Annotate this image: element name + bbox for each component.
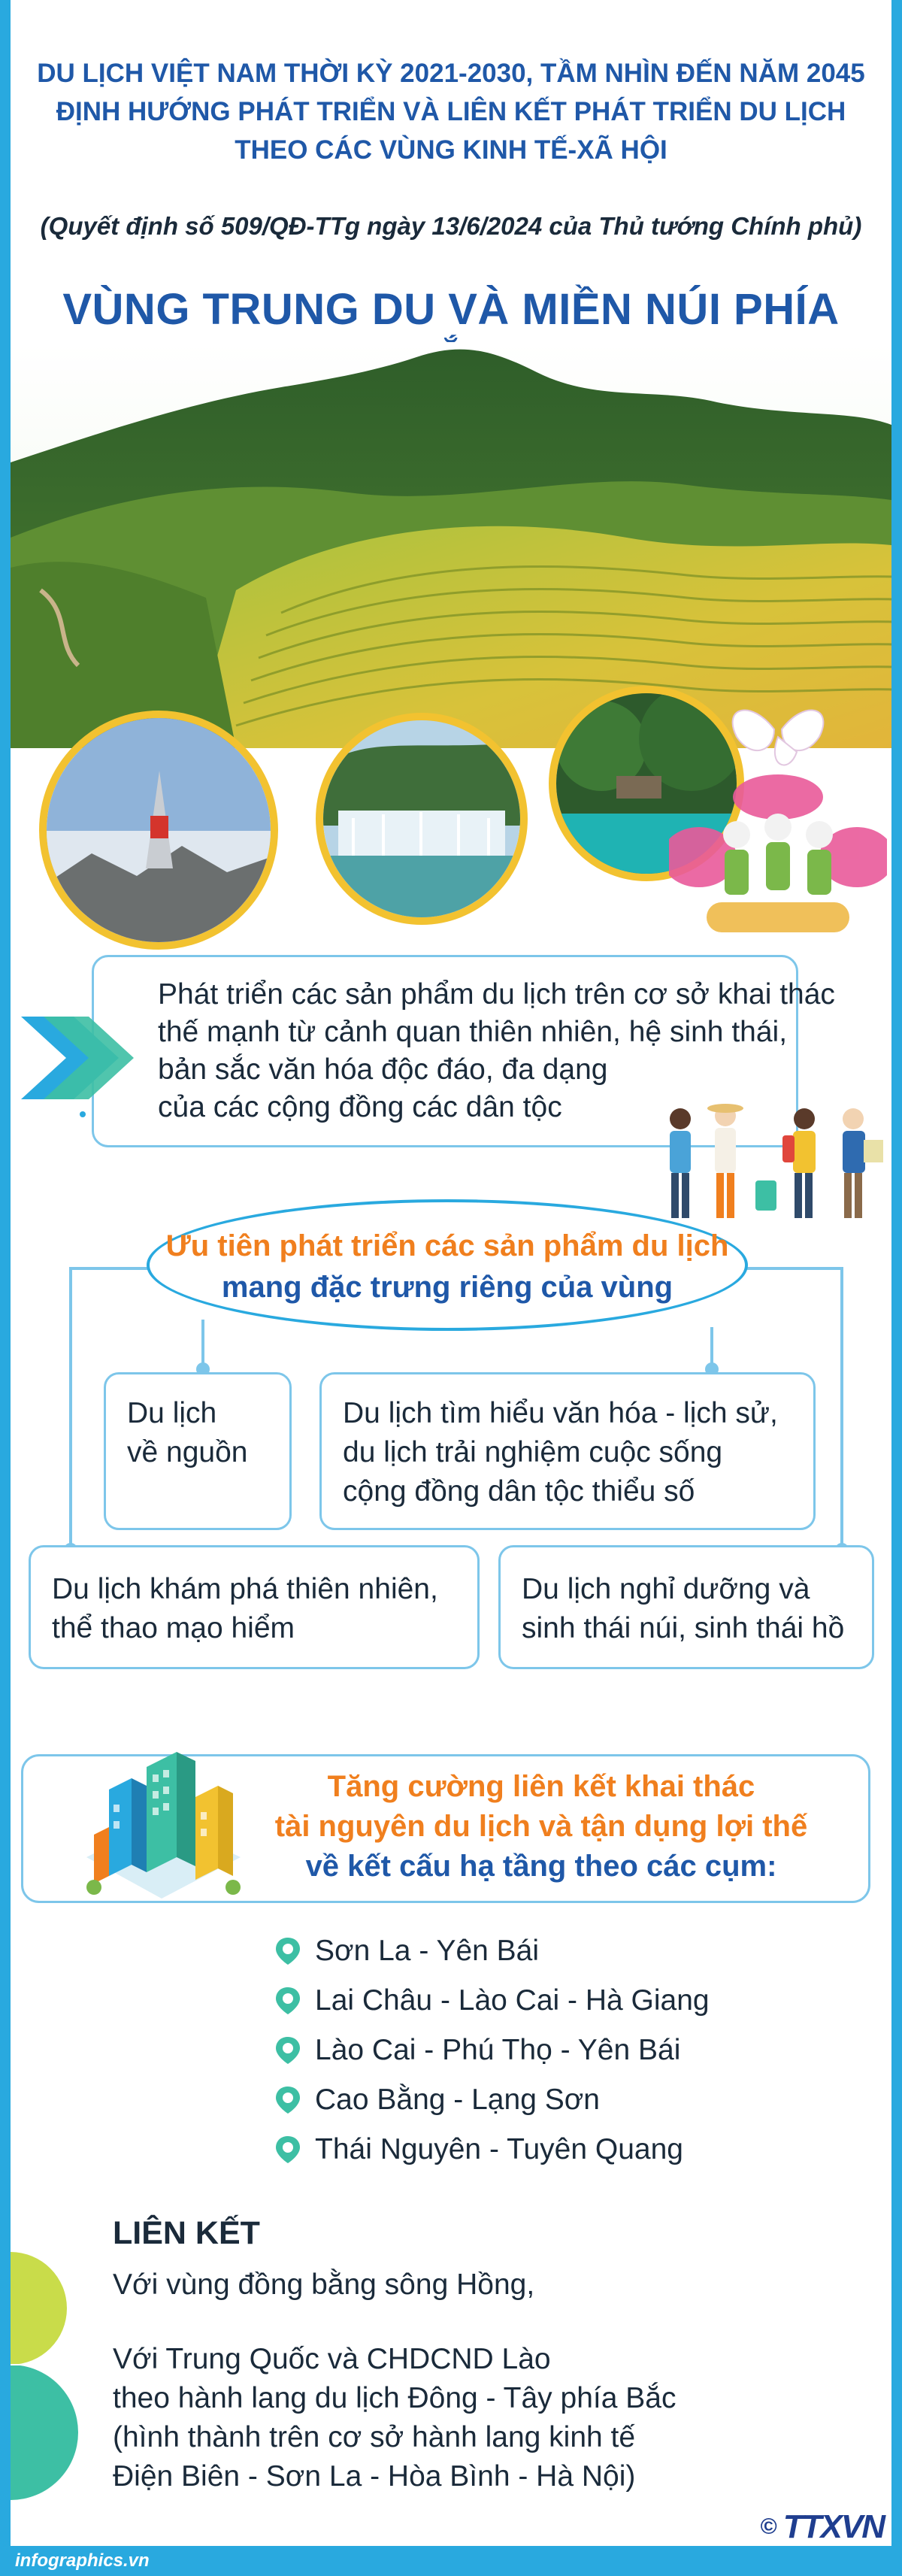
product-line: Du lịch khám phá thiên nhiên, (52, 1573, 438, 1605)
ttxvn-logo (761, 2508, 884, 2546)
list-item (274, 2026, 710, 2075)
connector-left-horizontal (69, 1267, 148, 1270)
product-line: Du lịch (127, 1397, 217, 1429)
intro-line-1: Phát triển các sản phẩm du lịch trên cơ sở khai thác (158, 978, 835, 1011)
product-line: Du lịch nghỉ dưỡng và (522, 1573, 810, 1605)
linkage-line: Điện Biên - Sơn La - Hòa Bình - Hà Nội) (113, 2460, 636, 2493)
priority-line-2: mang đặc trưng riêng của vùng (221, 1271, 673, 1304)
product-line: cộng đồng dân tộc thiểu số (343, 1475, 695, 1508)
connector-right-horizontal (746, 1267, 843, 1270)
intro-line-2: thế mạnh từ cảnh quan thiên nhiên, hệ sinh thái, (158, 1016, 788, 1048)
ethnic-dancers-illustration (669, 684, 887, 947)
priority-line-1: Ưu tiên phát triển các sản phẩm du lịch (165, 1229, 729, 1262)
photo-fansipan-peak (39, 711, 278, 950)
connector-right-vertical (840, 1267, 843, 1553)
connector-left-vertical (69, 1267, 72, 1553)
linkage-line: theo hành lang du lịch Đông - Tây phía Bắc (113, 2382, 676, 2414)
linkage-item-delta: Với vùng đồng bằng sông Hồng, (113, 2268, 535, 2301)
frame-left-border (0, 0, 11, 2576)
link-line-2: tài nguyên du lịch và tận dụng lợi thế (274, 1810, 808, 1843)
product-line: về nguồn (127, 1436, 248, 1468)
priority-heading (147, 1226, 748, 1308)
title-line-3: THEO CÁC VÙNG KINH TẾ-XÃ HỘI (235, 135, 667, 165)
list-item (274, 1976, 710, 2026)
link-line-3: về kết cấu hạ tầng theo các cụm: (305, 1850, 777, 1883)
arrow-chevron-icon (14, 994, 141, 1122)
product-box-adventure (29, 1545, 480, 1669)
list-item (274, 2075, 710, 2125)
product-line: thể thao mạo hiểm (52, 1612, 295, 1644)
list-item (274, 1926, 710, 1976)
link-heading (248, 1767, 834, 1887)
region-heading: VÙNG TRUNG DU VÀ MIỀN NÚI PHÍA (62, 285, 840, 334)
map-pin-icon (274, 2085, 301, 2115)
semicircle-decoration-icon (11, 2252, 82, 2500)
map-pin-icon (274, 1936, 301, 1966)
copyright-symbol: © (760, 2514, 777, 2539)
map-pin-icon (274, 2035, 301, 2065)
linkage-line: (hình thành trên cơ sở hành lang kinh tế (113, 2421, 636, 2453)
product-box-roots (104, 1372, 292, 1530)
map-pin-icon (274, 2135, 301, 2165)
linkage-title: LIÊN KẾT (113, 2215, 260, 2251)
linkage-line: Với Trung Quốc và CHDCND Lào (113, 2343, 551, 2375)
logo-text: TTXVN (782, 2508, 884, 2545)
list-item (274, 2125, 710, 2174)
cluster-label: Thái Nguyên - Tuyên Quang (315, 2133, 683, 2165)
frame-right-border (891, 0, 902, 2576)
cluster-label: Lai Châu - Lào Cai - Hà Giang (315, 1984, 710, 2017)
footer-bar (0, 2546, 902, 2576)
link-line-1: Tăng cường liên kết khai thác (327, 1770, 755, 1803)
cluster-label: Lào Cai - Phú Thọ - Yên Bái (315, 2034, 681, 2066)
decision-reference: (Quyết định số 509/QĐ-TTg ngày 13/6/2024 của Thủ tướng Chính phủ) (40, 212, 862, 240)
intro-line-4: của các cộng đồng các dân tộc (158, 1091, 562, 1123)
intro-line-3: bản sắc văn hóa độc đáo, đa dạng (158, 1053, 608, 1086)
product-line: sinh thái núi, sinh thái hồ (522, 1612, 845, 1644)
map-pin-icon (274, 1986, 301, 2016)
page-title (30, 54, 872, 169)
product-box-culture (319, 1372, 816, 1530)
product-line: du lịch trải nghiệm cuộc sống (343, 1436, 723, 1468)
cluster-list (274, 1926, 710, 2174)
cluster-label: Cao Bằng - Lạng Sơn (315, 2084, 600, 2116)
footer-website[interactable]: infographics.vn (15, 2550, 150, 2571)
city-buildings-icon (71, 1744, 256, 1914)
linkage-item-international (113, 2340, 676, 2496)
tourists-illustration (650, 1098, 891, 1226)
product-line: Du lịch tìm hiểu văn hóa - lịch sử, (343, 1397, 778, 1429)
cluster-label: Sơn La - Yên Bái (315, 1935, 540, 1967)
title-line-1: DU LỊCH VIỆT NAM THỜI KỲ 2021-2030, TẦM NHÌN ĐẾN NĂM 2045 (37, 59, 865, 88)
title-line-2: ĐỊNH HƯỚNG PHÁT TRIỂN VÀ LIÊN KẾT PHÁT TRIỂN DU LỊCH (56, 97, 846, 126)
product-box-resort (498, 1545, 874, 1669)
photo-waterfall (316, 713, 528, 925)
